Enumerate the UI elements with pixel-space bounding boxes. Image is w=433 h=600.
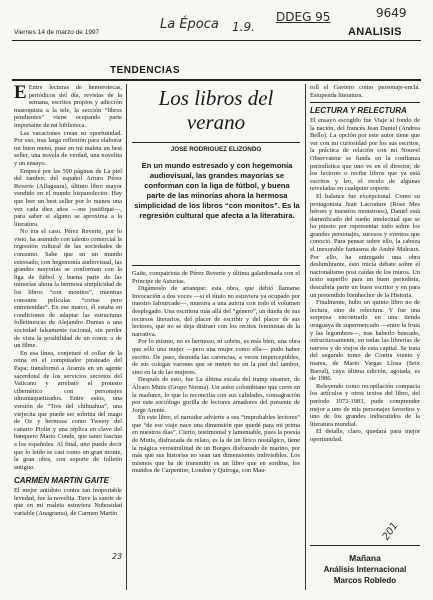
- column-3-intro: roll el Gaviero como personaje-enclá. Estupenda literatura.: [310, 84, 420, 99]
- column-3-paragraph: El detalle, claro, quedará para mejor oportunidad.: [310, 428, 420, 443]
- footer-rule: [310, 545, 420, 546]
- handwritten-margin-note: 23: [112, 552, 123, 561]
- column-1-subhead: CARMEN MARTIN GAITE: [14, 476, 109, 486]
- article-title: Los libros del verano: [158, 86, 274, 134]
- column-2-paragraph: Por lo mismo, no es hermoso, ni sobrio, es más bien, una obra que sólo una mujer —pero una mujer como ella— pudo haber escrito. De paso, desnuda las carencias, a veces imperceptibles, de sus colegas varones que se meten no en la piel del tambor, sino en la de las mujeres.: [132, 338, 300, 376]
- column-2: [132, 270, 300, 475]
- column-1: [14, 84, 122, 518]
- handwritten-source-note: La Época: [160, 17, 219, 32]
- column-1-paragraph: Las vacaciones crean su oportunidad. Por eso, tras larga reflexión para elaborar mi buen menú, puse en mi maleta un best seller, una novela de verdad, una novelita y un ensayo.: [14, 129, 122, 167]
- handwritten-stamp-note: DDEG 95: [276, 10, 331, 24]
- column-3-paragraph: Finalmente, hubo un quinto libro no de lectura, sino de relectura. Y fue una sorpresa encontrarlo en una tienda uruguaya de supermercado —entre la fruta y las legumbres—, tras haberlo buscado, infructuosamente, en todas las librerías de nuevos y de viejos de esta capital. Se trata del segundo tomo de Contra viento y marea, de Mario Vargas Llosa (Seix Barral), cuya última edición, agotada, es de 1986.: [310, 299, 420, 383]
- column-1-paragraph: No era el caso. Pérez Reverte, por lo visto, ha asumido con talento comercial la regresión cultural de las sociedades de consumo. Sabe que en un mundo estresado, con hegemonía audiovisual, las grandes mayorías se conforman con la liga de fútbol y buena parte de las minorías ahora la hermosa simplicidad de los libros “con monitos”, mientras consume películas “cortas pero entretenidas”. En ese marco, él estaba en condiciones de adaptar las estructuras folletinescas de Alejandro Dumas a una sociedad falsamente racional, sin perder de vista la posibilidad de un comic o de un filme.: [14, 228, 122, 350]
- lead-paragraph: En un mundo estresado y con hegemonía audiovisual, las grandes mayorías se conforman con la liga de fútbol, y buena parte de las minorías ahora la hermosa simplicidad de los libros “con monitos”. Es la regresión cultural que afecta a la literatura.: [134, 161, 300, 220]
- column-3-paragraph: El ensayo escogido fue Viaje al fondo de la nación, del francés Jean Daniel (Andrea Bello). La opción por este autor tiene que ver con mi curiosidad por los sus escritos, la práctica de relación con mi Nouvel Observateur se funda en la confianza periodística que uno ve en el director, de los lectores o recibe libros que ya está escritos y leo, el recelo de algunas noveladas en cualquier soporte.: [310, 116, 420, 193]
- column-3-rule: [310, 102, 420, 103]
- column-1-paragraph: En esa línea, conjeturé el collar de la reina en el computador pirateado del Papa; transformó a Aramis en un agente sacerdotal de los servicios secretos del Vaticano y arrebató el protesto cibernético con personajes ultramaquetizados. Entre estos, una versión de “Tres del chihuahua”, una viejecita que puede ser sobrina del mago de Oz y hermosa como Tweety del canario Piolín y una réplica en clave del banquero Mario Conde, que tanto fascina a los españoles. Al final, uno puede decir que lo leído es casi como un gran monte, la gran obra, con soporte de folletín antiguo.: [14, 349, 122, 471]
- handwritten-margin-note: 201: [380, 520, 401, 543]
- handwritten-number: 9649: [376, 6, 407, 20]
- issue-date: Viernes 14 de marzo de 1997: [14, 29, 100, 36]
- footer-label: Mañana: [349, 553, 381, 563]
- column-3-paragraph: El balance fue excepcional. Como su protagonista Jean Lacouture (Rose Mes héroes y nuestros monstruos), Daniel está damnificado del sueño intelectual que se ha puesto por representar todo sobre los grandes personajes, sucesos y eventos que conoció. Para pensar sobre ello, la cabeza el inexorable fantasma de André Malraux. Por ello, ha entregado una obra deslumbrante, ésto inicia debate sobre el nacionalismo post caídas de los muros. Un texto superflo para un buen periodista, descubría parte un buen escritor y en para un pretendido bienhechor de la Historia.: [310, 192, 420, 299]
- handwritten-page-note: 1.9.: [232, 20, 255, 34]
- footer-title: Análisis Internacional: [323, 565, 407, 574]
- section-tag-rule: [12, 79, 421, 81]
- header-rule: [12, 40, 421, 41]
- footer-author: Marcos Robledo: [333, 576, 397, 585]
- column-1-paragraph: El mejor antídoto contra tan inoportable levedad, fue la novelita. Tuve la suerte de que en mi maleta estuviera Nubosidad variable (Anagrama), de Carmen Martín: [14, 487, 122, 518]
- title-rule: [132, 142, 300, 143]
- section-name: ANALISIS: [348, 26, 402, 38]
- column-3-paragraph: Releyendo como recopilación compacta los artículos y otros textos del libro, del período 1972-1983, pude comprender mejor a uno de mis personajes favoritos y uno de los grandes indiscutidos de la literatura mundial.: [310, 382, 420, 428]
- section-tag: TENDENCIAS: [110, 65, 181, 76]
- column-2-paragraph: Gaite, compatriota de Pérez Reverte y última galardonada con el Príncipe de Asturias.: [132, 270, 300, 285]
- column-3-subhead: LECTURA Y RELECTURA: [310, 105, 407, 115]
- drop-cap: E: [14, 82, 27, 103]
- lead-rule: [132, 265, 300, 266]
- column-1-paragraph: E Entre lecturas de hemerotecas, periódicos del día, revistas de la semana, escritos propios y adicción masoquista a la tele, la sección “libros pendientes” viene ocupando parte importante de mi biblioteca.: [14, 82, 122, 129]
- column-2-paragraph: En este libro, el narrador advierte a sus “improbables lectores” que “de ese viaje nace una dimensión que quedé para mi prima en nuestros días”. Cierto, testimonial y lamentable, pues la poesía de Mutis, disfrazada de relato, es la de un lírico nostálgico, tiene la mágica verosimilitud de un Borges disfrazado de marino, por más que sus historias no sean tan dimensiones indivisibles. Los mismos que ha de transmitir es un libro que en sordina, los mundos de Carpentier, London y Quiroga, con Mau-: [132, 414, 300, 475]
- column-1-paragraph: Empecé por las 590 páginas de La piel del tambor, del español Arturo Pérez Reverte (Alfaguara), último libro mayor vendido en el mundo hispanolector. Hay que leer un best seller por lo menos una vez cada diez años —me justifiqué—, para saber si alguno se aproxima a la literatura.: [14, 167, 122, 228]
- column-2-paragraph: Digámoslo de arranque: esta obra, que debió llamarse Invocación a dos voces —si el título no estuviera ya ocupado por nuestro Iafourcade—, muestra a una autora con todo el volumen desplegado. Una escritora más allá del “género”, un dueña de sus recursos literarios, del placer de escribir y del placer de sus lectores, que no se deja distraer con los recitos feministas de la narrativa.: [132, 285, 300, 338]
- column-3: [310, 84, 420, 444]
- byline: JOSE RODRIGUEZ ELIZONDO: [170, 146, 262, 153]
- column-rule: [126, 84, 127, 590]
- column-rule: [305, 84, 306, 590]
- column-2-paragraph: Después de esto, fue La última escala del tramp steamer, de Álvaro Mutis (Grupo Norma). Un autor colombiano que corre en la madurez, lo que lo reconcilia con sus calidades, consagración por este sociólogo gorilla de lectores amadores del presente de Jorge Arente.: [132, 376, 300, 414]
